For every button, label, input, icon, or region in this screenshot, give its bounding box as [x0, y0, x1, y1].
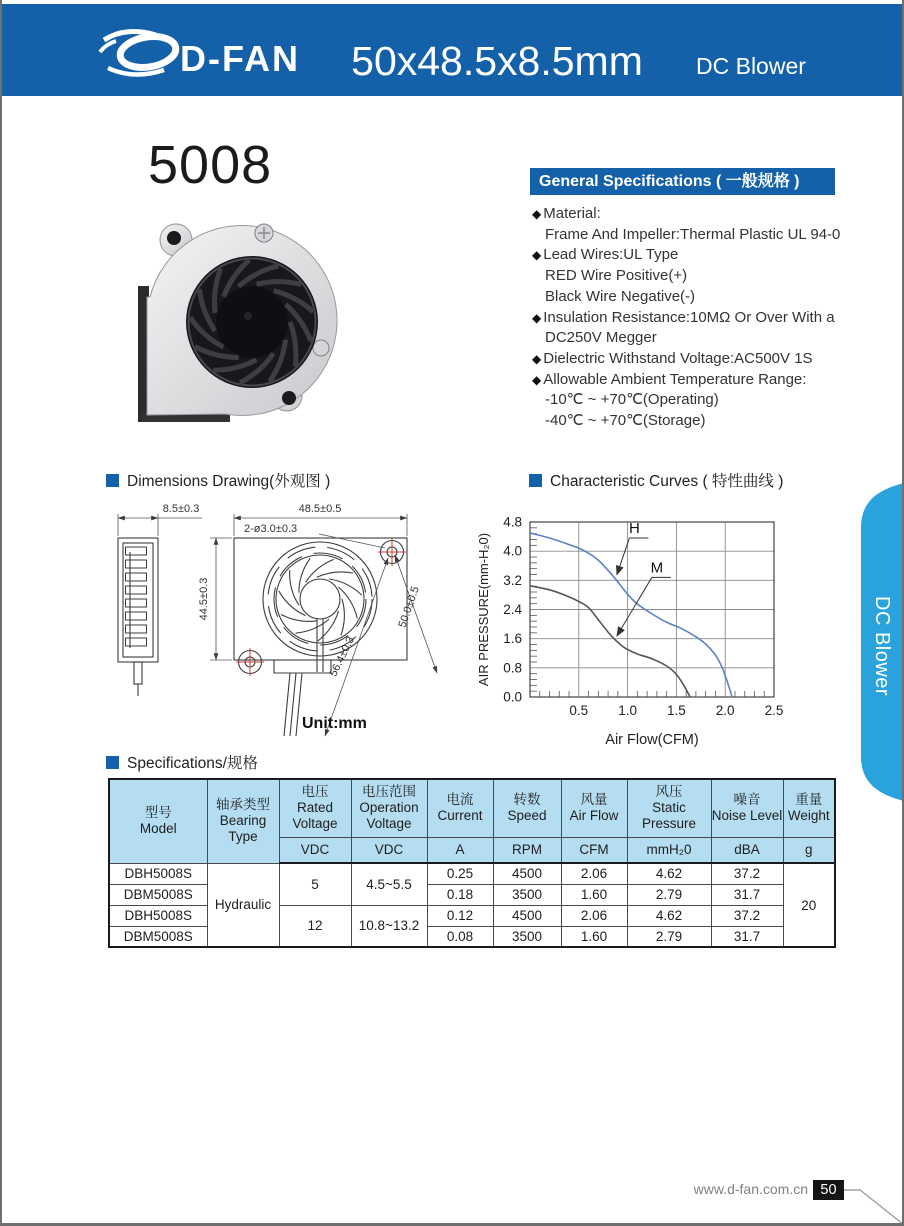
- square-bullet-icon: [106, 474, 119, 487]
- header-bar: [2, 4, 902, 96]
- cell-weight: 20: [783, 863, 835, 947]
- spec-item: Frame And Impeller:Thermal Plastic UL 94-0: [545, 225, 841, 243]
- y-axis-tick-label: 2.4: [503, 602, 522, 617]
- cell-airflow: 2.06: [561, 863, 627, 884]
- dfan-logo-icon: [98, 26, 190, 78]
- diamond-bullet-icon: ◆: [532, 248, 542, 263]
- x-axis-tick-label: 1.5: [667, 703, 686, 718]
- fan-hub: [216, 286, 288, 358]
- y-axis-tick-label: 0.0: [503, 689, 522, 705]
- unit-noise: dBA: [711, 837, 783, 863]
- cell-speed: 4500: [493, 905, 561, 926]
- spec-item: RED Wire Positive(+): [545, 267, 688, 285]
- section-curves-label: Characteristic Curves ( 特性曲线 ): [550, 473, 784, 490]
- cell-speed: 3500: [493, 884, 561, 905]
- dim-label-front-height: 44.5±0.3: [198, 577, 210, 621]
- unit-weight: g: [783, 837, 835, 863]
- spec-item: ◆ Insulation Resistance:10MΩ Or Over With a: [532, 308, 835, 326]
- x-axis-tick-label: 0.5: [569, 703, 589, 718]
- cell-current: 0.12: [427, 905, 493, 926]
- cell-current: 0.25: [427, 863, 493, 884]
- spec-item: ◆ Dielectric Withstand Voltage:AC500V 1S: [532, 349, 813, 367]
- spec-item: -40℃ ~ +70℃(Storage): [545, 412, 706, 430]
- section-dimensions-heading: [106, 469, 330, 491]
- y-axis-tick-label: 1.6: [503, 631, 522, 647]
- x-axis-title: Air Flow(CFM): [605, 732, 699, 748]
- spec-item: ◆ Lead Wires:UL Type: [532, 246, 679, 264]
- col-header-model: 型号 Model: [109, 779, 207, 863]
- x-axis-tick-label: 2.0: [715, 703, 735, 718]
- square-bullet-icon: [106, 756, 119, 769]
- cell-speed: 3500: [493, 926, 561, 947]
- col-header-noise: 噪音 Noise Level: [711, 779, 783, 837]
- spec-item: ◆ Allowable Ambient Temperature Range:: [532, 370, 807, 388]
- dim-label-holes: 2-ø3.0±0.3: [244, 523, 298, 535]
- spec-item: Black Wire Negative(-): [545, 287, 696, 305]
- table-row: [109, 863, 835, 884]
- x-axis-tick-label: 2.5: [764, 703, 784, 718]
- cell-airflow: 1.60: [561, 884, 627, 905]
- dimensions-drawing: [94, 490, 472, 748]
- y-axis-tick-label: 0.8: [503, 660, 522, 676]
- dim-label-front-width: 48.5±0.5: [298, 503, 342, 515]
- square-bullet-icon: [529, 474, 542, 487]
- front-view-blades: [279, 558, 362, 641]
- cell-speed: 4500: [493, 863, 561, 884]
- spec-table: [108, 778, 836, 948]
- col-header-pressure: 风压 Static Pressure: [627, 779, 711, 837]
- product-photo-fan: [114, 200, 349, 435]
- cell-rated-voltage: 5: [279, 863, 351, 905]
- cell-pressure: 4.62: [627, 905, 711, 926]
- curve-label-H: H: [629, 519, 640, 537]
- curve-M: [530, 586, 690, 697]
- y-axis-tick-label: 4.0: [503, 543, 522, 559]
- dim-label-side-width: 8.5±0.3: [162, 503, 200, 515]
- section-specs-heading: [106, 751, 258, 773]
- spec-item: -10℃ ~ +70℃(Operating): [545, 391, 719, 409]
- cell-model: DBH5008S: [109, 905, 207, 926]
- general-specs-title: General Specifications ( 一般规格 ): [530, 168, 835, 195]
- unit-rated-voltage: VDC: [279, 837, 351, 863]
- diamond-bullet-icon: ◆: [532, 310, 542, 325]
- section-curves-heading: [529, 469, 783, 491]
- section-dimensions-label: Dimensions Drawing(外观图 ): [127, 473, 331, 490]
- diamond-bullet-icon: ◆: [532, 372, 542, 387]
- cell-model: DBH5008S: [109, 863, 207, 884]
- col-header-weight: 重量 Weight: [783, 779, 835, 837]
- corner-line-decoration: [843, 1183, 904, 1226]
- cell-pressure: 4.62: [627, 863, 711, 884]
- y-axis-tick-label: 3.2: [503, 572, 522, 588]
- page-title-size: 50x48.5x8.5mm: [351, 38, 643, 84]
- brand-text: D-FAN: [180, 38, 300, 79]
- dim-label-total-height: 50.0±0.5: [396, 584, 422, 630]
- col-header-speed: 转数 Speed: [493, 779, 561, 837]
- cell-noise: 37.2: [711, 905, 783, 926]
- unit-current: A: [427, 837, 493, 863]
- fan-screw-right: [313, 340, 329, 356]
- cell-noise: 31.7: [711, 884, 783, 905]
- cell-current: 0.18: [427, 884, 493, 905]
- col-header-current: 电流 Current: [427, 779, 493, 837]
- y-axis-title: AIR PRESSURE(mm-H₂0): [476, 532, 491, 687]
- cell-airflow: 1.60: [561, 926, 627, 947]
- category-label: DC Blower: [696, 53, 806, 79]
- col-header-operation-voltage: 电压范围 Operation Voltage: [351, 779, 427, 837]
- col-header-rated-voltage: 电压 Rated Voltage: [279, 779, 351, 837]
- unit-label: Unit:mm: [302, 715, 367, 732]
- diamond-bullet-icon: ◆: [532, 207, 542, 221]
- product-model-heading: 5008: [148, 135, 273, 195]
- side-tab-dc-blower: [852, 483, 904, 801]
- cell-operation-voltage: 4.5~5.5: [351, 863, 427, 905]
- diamond-bullet-icon: ◆: [532, 351, 542, 366]
- cell-model: DBM5008S: [109, 884, 207, 905]
- side-view-wire: [134, 662, 142, 684]
- characteristic-curves-chart: [468, 492, 818, 748]
- cell-pressure: 2.79: [627, 884, 711, 905]
- cell-rated-voltage: 12: [279, 905, 351, 947]
- side-tab-label: DC Blower: [871, 596, 893, 697]
- website-text: www.d-fan.com.cn: [693, 1181, 808, 1197]
- cell-airflow: 2.06: [561, 905, 627, 926]
- dim-label-diagonal: 56.4±0.3: [327, 634, 358, 679]
- col-header-airflow: 风量 Air Flow: [561, 779, 627, 837]
- unit-speed: RPM: [493, 837, 561, 863]
- side-view-outline: [118, 538, 158, 662]
- section-specs-label: Specifications/规格: [127, 755, 258, 772]
- page-number-badge: 50: [813, 1180, 844, 1200]
- unit-operation-voltage: VDC: [351, 837, 427, 863]
- col-header-bearing: 轴承类型 Bearing Type: [207, 779, 279, 863]
- x-axis-tick-label: 1.0: [618, 703, 637, 718]
- y-axis-tick-label: 4.8: [503, 514, 522, 530]
- spec-item: DC250V Megger: [545, 329, 657, 347]
- general-specs-list: [532, 204, 892, 432]
- unit-airflow: CFM: [561, 837, 627, 863]
- curve-label-M: M: [650, 559, 664, 577]
- cell-bearing: Hydraulic: [207, 863, 279, 947]
- cell-pressure: 2.79: [627, 926, 711, 947]
- cell-noise: 31.7: [711, 926, 783, 947]
- spec-item: ◆ Material:: [532, 205, 601, 222]
- cell-current: 0.08: [427, 926, 493, 947]
- curve-H: [530, 533, 732, 697]
- cell-model: DBM5008S: [109, 926, 207, 947]
- unit-pressure: mmH₂0: [627, 837, 711, 863]
- cell-operation-voltage: 10.8~13.2: [351, 905, 427, 947]
- cell-noise: 37.2: [711, 863, 783, 884]
- side-view-slats: [126, 547, 147, 646]
